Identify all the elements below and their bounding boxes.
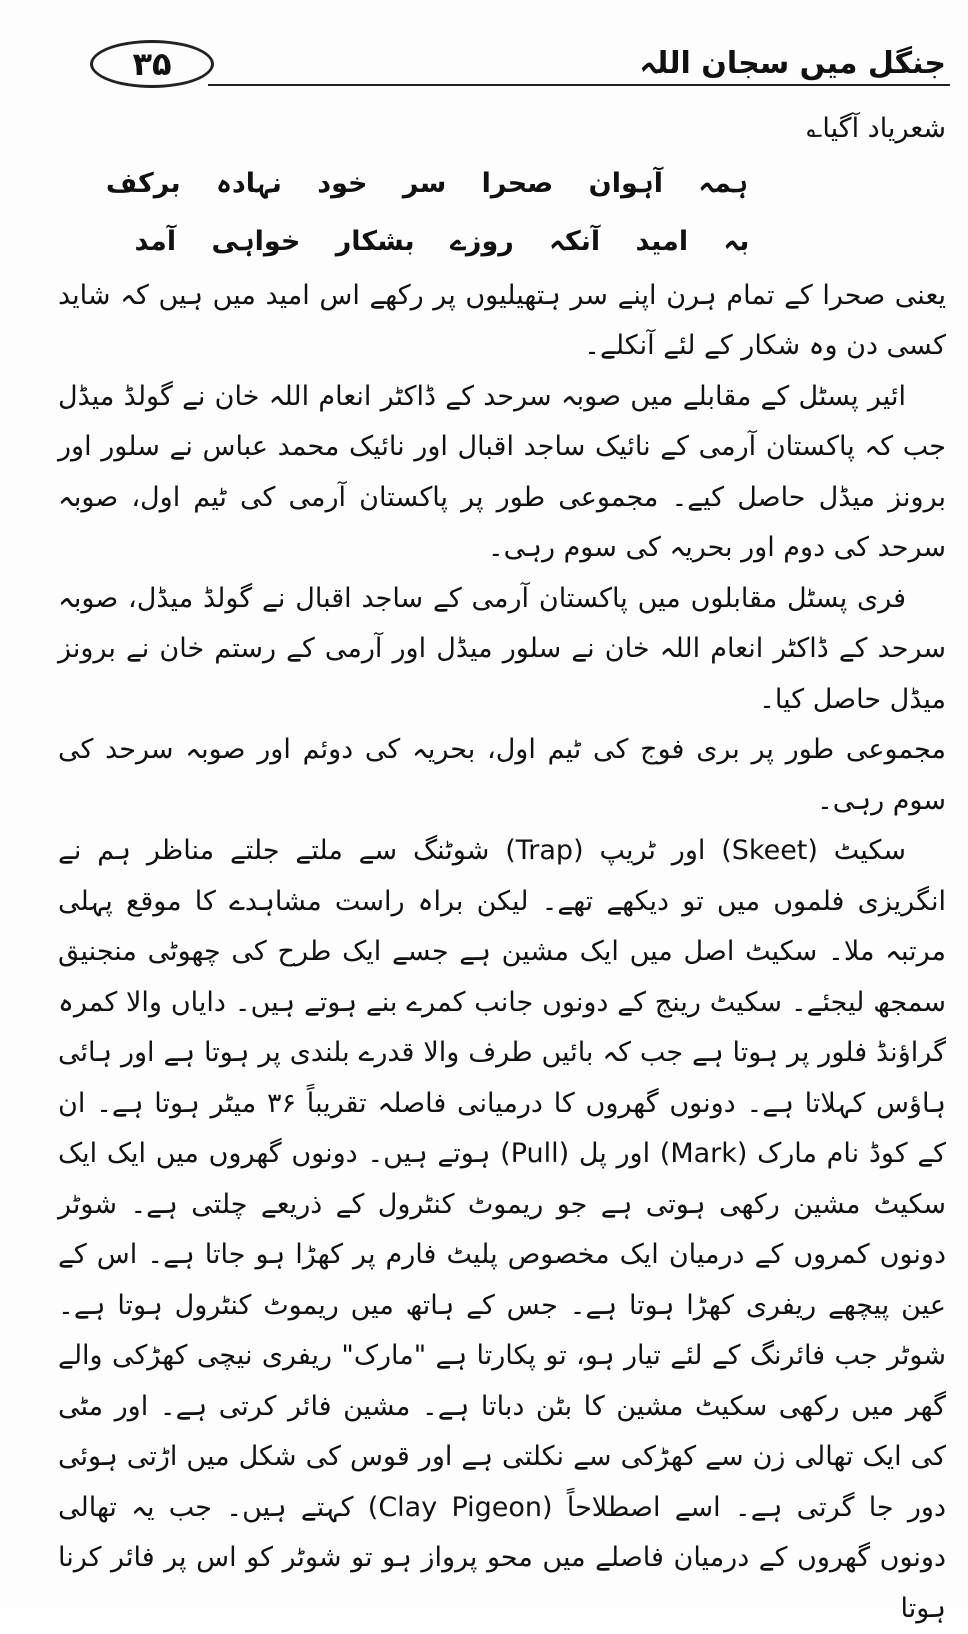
paragraph-overall-results: مجموعی طور پر بری فوج کی ٹیم اول، بحریہ کی دوئم اور صوبہ سرحد کی سوم رہی۔: [58, 734, 946, 816]
page-body: [58, 104, 946, 1634]
header-rule: [208, 84, 950, 86]
page-number: ۳۵: [90, 40, 214, 88]
intro-line: شعریاد آگیا؎: [806, 113, 946, 144]
paragraph-air-pistol: ائیر پسٹل کے مقابلے میں صوبہ سرحد کے ڈاکٹر انعام اللہ خان نے گولڈ میڈل جب کہ پاکستان آرمی کے نائیک ساجد اقبال اور نائیک محمد عباس نے سلور اور برونز میڈل حاصل کیے۔ مجموعی طور پر پاکستان آرمی کی ٹیم اول، صوبہ سرحد کی دوم اور بحریہ کی سوم رہی۔: [58, 380, 946, 563]
paragraph-translation: یعنی صحرا کے تمام ہرن اپنے سر ہتھیلیوں پر رکھے اس امید میں ہیں کہ شاید کسی دن وہ شکار کے لئے آنکلے۔: [58, 279, 946, 361]
running-title: جنگل میں سجان اللہ: [639, 46, 946, 81]
verse-line-2: بہ امید آنکہ روزے بشکار خواہی آمد: [134, 225, 750, 257]
verse-line-1: ہمہ آہوان صحرا سر خود نہادہ برکف: [105, 167, 749, 199]
paragraph-free-pistol: فری پسٹل مقابلوں میں پاکستان آرمی کے ساجد اقبال نے گولڈ میڈل، صوبہ سرحد کے ڈاکٹر انعام اللہ خان نے سلور میڈل اور آرمی کے رستم خان نے برونز میڈل حاصل کیا۔: [58, 582, 946, 715]
page-header: [40, 32, 950, 102]
paragraph-skeet-trap: سکیٹ (Skeet) اور ٹریپ (Trap) شوٹنگ سے ملتے جلتے مناظر ہم نے انگریزی فلموں میں تو دیکھے تھے۔ لیکن براہ راست مشاہدے کا موقع پہلی مرتبہ ملا۔ سکیٹ اصل میں ایک مشین ہے جسے ایک طرح کی چھوٹی منجنیق سمجھ لیجئے۔ سکیٹ رینج کے دونوں جانب کمرے بنے ہوتے ہیں۔ دایاں والا کمرہ گراؤنڈ فلور پر ہوتا ہے جب کہ بائیں طرف والا قدرے بلندی پر ہوتا ہے اور ہائی ہاؤس کہلاتا ہے۔ دونوں گھروں کا درمیانی فاصلہ تقریباً ۳۶ میٹر ہوتا ہے۔ ان کے کوڈ نام مارک (Mark) اور پل (Pull) ہوتے ہیں۔ دونوں گھروں میں ایک ایک سکیٹ مشین رکھی ہوتی ہے جو ریموٹ کنٹرول کے ذریعے چلتی ہے۔ شوٹر دونوں کمروں کے درمیان ایک مخصوص پلیٹ فارم پر کھڑا ہو جاتا ہے۔ اس کے عین پیچھے ریفری کھڑا ہوتا ہے۔ جس کے ہاتھ میں ریموٹ کنٹرول ہوتا ہے۔ شوٹر جب فائرنگ کے لئے تیار ہو، تو پکارتا ہے "مارک" ریفری نیچی کھڑکی والے گھر میں رکھی سکیٹ مشین کا بٹن دباتا ہے۔ مشین فائر کرتی ہے۔ اور مٹی کی ایک تھالی زن سے کھڑکی سے نکلتی ہے اور قوس کی شکل میں اڑتی ہوئی دور جا گرتی ہے۔ اسے اصطلاحاً (Clay Pigeon) کہتے ہیں۔ جب یہ تھالی دونوں گھروں کے درمیان فاصلے میں محو پرواز ہو تو شوٹر کو اس پر فائر کرنا ہوتا: [58, 835, 947, 1624]
